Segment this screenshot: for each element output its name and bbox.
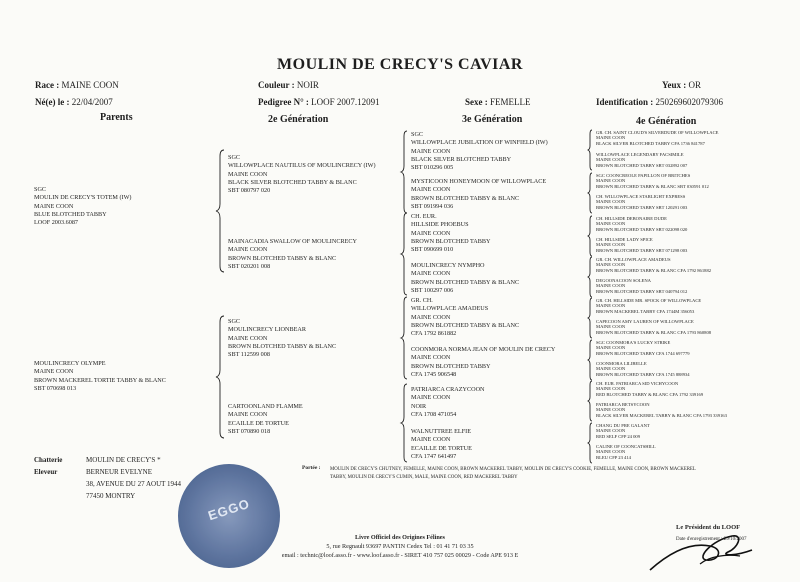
pedigree-line: SBT 020201 008: [228, 262, 271, 270]
pedigree-line: BROWN BLOTCHED TABBY & BLANC SBT 030591 012: [596, 183, 709, 189]
pedigree-line: BROWN BLOTCHED TABBY & BLANC: [228, 342, 337, 350]
pedigree-line: MAINE COON: [411, 394, 451, 402]
pedigree-line: MAINE COON: [596, 345, 626, 351]
pedigree-line: MAINE COON: [228, 411, 268, 419]
pedigree-line: SGC: [411, 131, 424, 138]
pedigree-line: MOULINCRECY LIONBEAR: [228, 326, 306, 334]
pedigree-line: CFA 1747 641497: [411, 452, 457, 460]
pedigree-line: BROWN MACKEREL TORTIE TABBY & BLANC: [34, 376, 166, 384]
pedigree-line: MAINE COON: [411, 186, 451, 194]
pedigree-line: BLACK SILVER BLOTCHED TABBY: [411, 155, 512, 163]
pedigree-line: MOULIN DE CRECY'S TOTEM (IW): [34, 194, 132, 202]
pedigree-line: SBT 112599 008: [228, 351, 270, 359]
footer-contact: email : technic@loof.asso.fr - www.loof.asso.fr - SIRET 410 757 025 00029 - Code APE 913 E: [281, 552, 519, 559]
pedigree-line: MAINE COON: [596, 303, 626, 309]
pedigree-line: CH. EUR.: [411, 213, 437, 220]
bracket-gen4-6: [588, 340, 592, 380]
pedigree-line: BROWN BLOTCHED TABBY CFA 1744 697779: [596, 350, 690, 356]
bracket-gen3-3: [401, 297, 407, 379]
race-value: MAINE COON: [61, 80, 119, 90]
chatterie-value: MOULIN DE CRECY'S *: [86, 456, 161, 464]
pedigree-line: WILLOWPLACE AMADEUS: [411, 305, 489, 313]
pedigree-line: CARTOONLAND FLAMME: [228, 403, 303, 410]
bracket-gen4-2: [588, 173, 592, 213]
pedigree-line: MAINACADIA SWALLOW OF MOULINCRECY: [228, 238, 357, 245]
bracket-gen4-7: [588, 381, 592, 421]
pedigree-line: SBT 091994 036: [411, 202, 454, 210]
footer-org: Livre Officiel des Origines Félines: [355, 534, 445, 541]
sexe-value: FEMELLE: [490, 97, 531, 107]
pedigree-line: GR. CH.: [411, 297, 433, 304]
pedigree-line: LOOF 2003.6087: [34, 219, 79, 227]
pedigree-line: WILLOWPLACE NAUTILUS OF MOULINCRECY (IW): [228, 162, 376, 170]
pedigree-line: CH. HILLSIDE DEBONAIRE DUDE: [596, 216, 667, 221]
col-gen4: 4e Génération: [636, 116, 697, 127]
pedigree-line: BROWN BLOTCHED TABBY SBT 120291 003: [596, 204, 688, 210]
portee-label: Portée :: [302, 465, 321, 471]
pedigree-line: WILLOWPLACE LEGENDARY FACSIMILE: [596, 152, 684, 157]
pedigree-line: BROWN BLOTCHED TABBY & BLANC: [411, 321, 520, 329]
pedigree-line: SBT 090699 010: [411, 246, 454, 254]
registration-date: Date d'enregistrement : 29/10/2007: [676, 537, 747, 542]
pedigree-line: MAINE COON: [596, 283, 626, 289]
bracket-gen4-5: [588, 298, 592, 338]
page-title: MOULIN DE CRECY'S CAVIAR: [277, 56, 523, 73]
couleur-label: Couleur :: [258, 80, 295, 90]
signature-icon: [640, 512, 760, 574]
pedigree-line: CH. EUR. PATRIARCA SID VICHYCOON: [596, 381, 679, 386]
pedigree-line: BROWN BLOTCHED TABBY SBT 032892 007: [596, 162, 688, 168]
pedigree-line: BROWN MACKEREL TABBY CFA 1744M 356053: [596, 308, 695, 314]
bracket-gen4-4: [588, 257, 592, 297]
pedigree-line: COONMORA NORMA JEAN OF MOULIN DE CRECY: [411, 346, 556, 353]
bracket-gen4-1: [588, 130, 592, 170]
pedigree-line: BROWN BLOTCHED TABBY: [411, 362, 491, 370]
yeux-value: OR: [688, 80, 702, 90]
pedigree-line: HILLSIDE PHOEBUS: [411, 221, 469, 229]
pedigree-line: GR. CH. HILLSIDE MR. SPOCK OF WILLOWPLACE: [596, 298, 702, 303]
pedigree-line: MAINE COON: [596, 449, 626, 455]
eleveur-label: Eleveur: [34, 468, 58, 476]
pedigree-line: MAINE COON: [411, 270, 451, 278]
pedigree-line: MAINE COON: [596, 407, 626, 413]
bracket-gen3-2: [401, 213, 407, 295]
pedigree-line: SBT 010296 005: [411, 164, 454, 172]
col-parents: Parents: [100, 112, 133, 123]
pedigree-line: MAINE COON: [596, 262, 626, 268]
pedigree-line: MAINE COON: [596, 324, 626, 330]
bracket-gen3-1: [401, 131, 407, 213]
bracket-gen4-8: [588, 423, 592, 463]
sexe-label: Sexe :: [465, 97, 488, 107]
pedigree-line: MAINE COON: [34, 368, 74, 376]
pedigree-line: GR. CH. SAINT CLOUD'S SILVERDUDE OF WILLOWPLACE: [596, 130, 719, 135]
footer-address: 5, rue Regnault 93697 PANTIN Cedex Tel : 01 41 71 03 35: [326, 543, 474, 550]
pedigree-line: BROWN BLOTCHED TABBY: [411, 237, 491, 245]
bracket-gen3-4: [401, 384, 407, 462]
pedigree-line: MOULINCRECY NYMPHO: [411, 262, 485, 269]
footer: [200, 533, 600, 560]
pedigree-line: WALNUTTREE ELFIE: [411, 428, 471, 435]
pedigree-line: CAPECOON AMY LAUREN OF WILLOWPLACE: [596, 319, 694, 324]
pedigree-line: RED SELF CFP 24 009: [596, 433, 640, 439]
president-label: Le Président du LOOF: [676, 524, 741, 531]
portee-line1: MOULIN DE CRECY'S CHUTNEY, FEMELLE, MAINE COON, BROWN MACKEREL TABBY, MOULIN DE CRECY'S COOKIE, FEMELLE, MAINE COON, BROWN MACKEREL: [330, 467, 696, 472]
pedigree-line: MAINE COON: [411, 147, 451, 155]
pedigree-line: BROWN BLOTCHED TABBY SBT 040794 012: [596, 288, 688, 294]
eleveur-name: BERNEUR EVELYNE: [86, 468, 152, 476]
pedigree-line: NOIR: [411, 402, 427, 410]
pedigree-line: MAINE COON: [596, 135, 626, 141]
pedigree-line: SGC: [34, 186, 47, 193]
col-gen2: 2e Génération: [268, 114, 329, 125]
pedigree-line: MAINE COON: [596, 386, 626, 392]
pedigree-line: CALINE OF COONCATSHILL: [596, 444, 656, 449]
pedigree-line: CFA 1745 906548: [411, 370, 457, 378]
col-gen3: 3e Génération: [462, 114, 523, 125]
pedigree-line: MYSTICOON HONEYMOON OF WILLOWPLACE: [411, 178, 547, 185]
pedigree-line: MAINE COON: [596, 428, 626, 434]
pedigree-line: BLEU CFP 23 414: [596, 454, 631, 460]
pedigree-line: GR. CH. WILLOWPLACE AMADEUS: [596, 257, 671, 262]
pedigree-line: MAINE COON: [596, 178, 626, 184]
pedigree-line: PATRIARCA CRAZYCOON: [411, 386, 485, 393]
pedigree-line: SGC: [228, 318, 241, 325]
pedigree-line: BROWN BLOTCHED TABBY SBT 022098 020: [596, 226, 688, 232]
bracket-gen2-bottom: [216, 316, 224, 438]
stamp-text: EGGO: [206, 495, 252, 524]
bracket-gen2-top: [216, 150, 224, 272]
pedigree-line: BLUE BLOTCHED TABBY: [34, 210, 107, 218]
pedigree-line: CFA 1708 471054: [411, 410, 457, 418]
pedigree-line: BROWN BLOTCHED TABBY CFA 1745 888934: [596, 371, 690, 377]
eleveur-address2: 77450 MONTRY: [86, 492, 136, 500]
pedigree-line: MOULINCRECY OLYMPE: [34, 360, 106, 367]
pedigree-line: CH. WILLOWPLACE STARLIGHT EXPRESS: [596, 194, 686, 199]
pedigree-line: BLACK SILVER BLOTCHED TABBY & BLANC: [228, 178, 357, 186]
pedigree-line: BROWN BLOTCHED TABBY SBT 071298 003: [596, 247, 688, 253]
pedigree-line: CHANG DU PRE GALANT: [596, 423, 650, 428]
pedigree-line: BROWN BLOTCHED TABBY & BLANC: [411, 194, 520, 202]
identification-label: Identification :: [596, 97, 654, 107]
race-label: Race :: [35, 80, 60, 90]
identification-value: 250269602079306: [655, 97, 723, 107]
pedigree-line: SBT 080797 020: [228, 187, 271, 195]
chatterie-label: Chatterie: [34, 456, 63, 464]
portee-line2: TABBY, MOULIN DE CRECY'S CUMIN, MALE, MAINE COON, RED MACKEREL TABBY: [330, 475, 518, 480]
pedigree-line: WILLOWPLACE JUBILATION OF WINFIELD (IW): [411, 139, 548, 147]
pedigree-line: SBT 070698 013: [34, 384, 77, 392]
pedigree-line: DEGOONACOON SOLENA: [596, 278, 651, 283]
pedigree-line: SBT 070890 018: [228, 427, 271, 435]
pedigree-line: MAINE COON: [411, 229, 451, 237]
pedigree-line: SBT 100297 006: [411, 286, 454, 294]
pedigree-label: Pedigree N° :: [258, 97, 309, 107]
pedigree-line: MAINE COON: [596, 199, 626, 205]
yeux-label: Yeux :: [662, 80, 687, 90]
pedigree-line: PATRIARCA BETSYCOON: [596, 402, 650, 407]
pedigree-line: CH. HILLSIDE LADY SPICE: [596, 237, 653, 242]
pedigree-line: BROWN BLOTCHED TABBY & BLANC: [411, 278, 520, 286]
pedigree-line: SGC COONMORA'S LUCKY STRIKE: [596, 340, 671, 345]
pedigree-line: BROWN BLOTCHED TABBY & BLANC CFA 1793 860808: [596, 329, 712, 335]
pedigree-line: MAINE COON: [228, 334, 268, 342]
pedigree-line: MAINE COON: [411, 354, 451, 362]
pedigree-line: MAINE COON: [411, 436, 451, 444]
pedigree-line: BLACK SILVER BLOTCHED TABBY CFA 1736 841787: [596, 140, 705, 146]
couleur-value: NOIR: [296, 80, 319, 90]
pedigree-line: MAINE COON: [596, 242, 626, 248]
birthdate-label: Né(e) le :: [35, 97, 70, 107]
pedigree-line: MAINE COON: [596, 157, 626, 163]
bracket-gen4-3: [588, 216, 592, 256]
pedigree-line: MAINE COON: [228, 170, 268, 178]
pedigree-line: RED BLOTCHED TABBY & BLANC CFA 1792 339169: [596, 391, 704, 397]
pedigree-line: BROWN BLOTCHED TABBY & BLANC: [228, 254, 337, 262]
pedigree-line: BLACK SILVER MACKEREL TABBY & BLANC CFA 1793 339163: [596, 412, 727, 418]
pedigree-line: SGC COONCREOLE PAPILLON OF BRITCHES: [596, 173, 691, 178]
birthdate-value: 22/04/2007: [71, 97, 113, 107]
pedigree-line: COONMORA LILIBELLE: [596, 361, 647, 366]
eleveur-address1: 38, AVENUE DU 27 AOUT 1944: [86, 480, 182, 488]
pedigree-value: LOOF 2007.12091: [311, 97, 380, 107]
pedigree-line: CFA 1792 861882: [411, 330, 457, 338]
pedigree-line: MAINE COON: [411, 313, 451, 321]
pedigree-line: BROWN BLOTCHED TABBY & BLANC CFA 1792 861882: [596, 267, 712, 273]
pedigree-line: ECAILLE DE TORTUE: [411, 444, 472, 452]
pedigree-line: MAINE COON: [596, 221, 626, 227]
pedigree-line: MAINE COON: [596, 366, 626, 372]
pedigree-line: MAINE COON: [34, 202, 74, 210]
pedigree-line: SGC: [228, 154, 241, 161]
pedigree-line: ECAILLE DE TORTUE: [228, 419, 289, 427]
pedigree-line: MAINE COON: [228, 246, 268, 254]
